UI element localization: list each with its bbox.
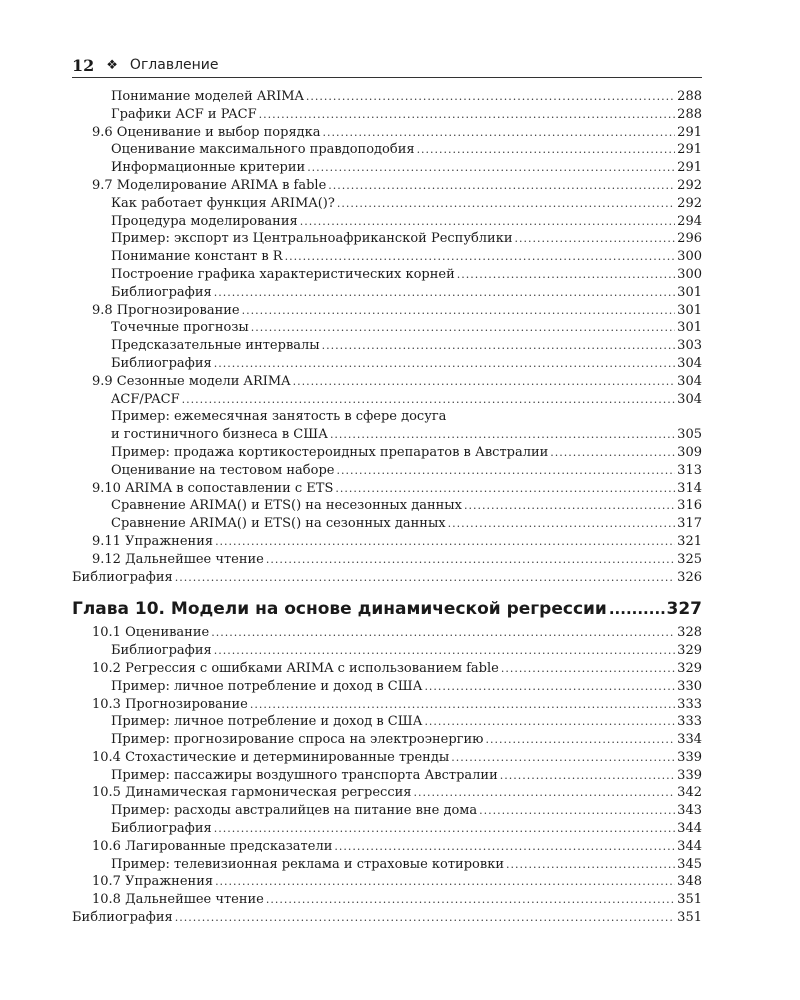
dot-leader	[550, 444, 675, 462]
toc-entry-text: 10.8 Дальнейшее чтение	[92, 892, 264, 908]
dot-leader	[175, 909, 675, 927]
toc-entry-text: 9.12 Дальнейшее чтение	[92, 551, 264, 567]
dot-leader	[336, 462, 675, 480]
dot-leader	[211, 624, 675, 642]
toc-entry-text: Пример: телевизионная реклама и страховые котировки	[111, 856, 504, 872]
toc-entry-text: Понимание констант в R	[111, 249, 283, 265]
dot-leader	[214, 820, 675, 838]
dot-leader	[259, 106, 676, 124]
toc-entry-page: 345	[677, 856, 702, 872]
toc-block-chapter10	[72, 624, 702, 927]
toc-entry-page: 309	[677, 444, 702, 460]
ornament-icon: ❖	[106, 57, 118, 73]
toc-entry-page: 292	[677, 195, 702, 211]
dot-leader	[500, 767, 675, 785]
toc-entry-page: 301	[677, 320, 702, 336]
toc-entry[interactable]	[72, 856, 702, 874]
toc-entry-page: 288	[677, 106, 702, 122]
dot-leader	[323, 124, 676, 142]
toc-entry[interactable]	[72, 696, 702, 714]
toc-entry-page: 304	[677, 373, 702, 389]
toc-entry-page: 305	[677, 427, 702, 443]
toc-entry-page: 288	[677, 89, 702, 104]
toc-entry-page: 301	[677, 302, 702, 318]
toc-entry-text: Построение графика характеристических корней	[111, 266, 455, 282]
toc-entry-page: 342	[677, 785, 702, 801]
toc-entry-page: 301	[677, 284, 702, 300]
dot-leader	[215, 873, 675, 891]
dot-leader	[464, 497, 675, 515]
dot-leader	[457, 266, 675, 284]
toc-entry[interactable]	[72, 248, 702, 266]
toc-entry[interactable]	[72, 569, 702, 587]
toc-entry-text: 9.7 Моделирование ARIMA в fable	[92, 177, 327, 193]
toc-entry[interactable]	[72, 802, 702, 820]
toc-entry-page: 314	[677, 480, 702, 496]
toc-entry-page: 325	[677, 551, 702, 567]
toc-entry-page: 291	[677, 124, 702, 140]
toc-chapter-heading[interactable]	[72, 598, 702, 620]
chapter-title: Глава 10. Модели на основе динамической регрессии	[72, 599, 607, 620]
toc-entry-text: Библиография	[111, 284, 212, 300]
toc-entry-page: 292	[677, 177, 702, 193]
toc-entry-text: Пример: пассажиры воздушного транспорта Австралии	[111, 767, 498, 783]
toc-entry-text: 9.8 Прогнозирование	[92, 302, 240, 318]
toc-entry[interactable]	[72, 284, 702, 302]
dot-leader	[214, 642, 675, 660]
toc-entry[interactable]	[72, 141, 702, 159]
dot-leader	[242, 302, 676, 320]
toc-entry-page: 351	[677, 910, 702, 926]
toc-entry-text: Библиография	[72, 569, 173, 585]
toc-entry[interactable]	[72, 909, 702, 927]
toc-entry[interactable]	[72, 355, 702, 373]
toc-entry-text: 10.7 Упражнения	[92, 874, 214, 890]
dot-leader	[266, 551, 675, 569]
toc-entry-page: 291	[677, 160, 702, 176]
dot-leader	[506, 856, 675, 874]
dot-leader	[328, 177, 675, 195]
toc-entry[interactable]	[72, 213, 702, 231]
toc-entry[interactable]	[72, 480, 702, 498]
toc-entry[interactable]	[72, 177, 702, 195]
running-title: Оглавление	[129, 57, 219, 73]
toc-entry[interactable]	[72, 230, 702, 248]
dot-leader	[251, 319, 675, 337]
toc-entry-text: Точечные прогнозы	[111, 320, 249, 336]
toc-entry-text: Пример: прогнозирование спроса на электроэнергию	[111, 732, 484, 748]
toc-entry-text: Сравнение ARIMA() и ETS() на несезонных данных	[111, 498, 462, 514]
dot-leader	[424, 678, 675, 696]
toc-entry[interactable]	[72, 391, 702, 409]
dot-leader	[515, 230, 676, 248]
dot-leader	[424, 713, 675, 731]
toc-entry-text: Библиография	[111, 355, 212, 371]
toc-entry[interactable]	[72, 767, 702, 785]
toc-entry-text: 10.2 Регрессия с ошибками ARIMA с использованием fable	[92, 660, 499, 676]
header-rule	[72, 77, 702, 78]
toc-entry[interactable]	[72, 373, 702, 391]
dot-leader	[175, 569, 675, 587]
toc-entry[interactable]	[72, 891, 702, 909]
toc-entry[interactable]	[72, 124, 702, 142]
toc-entry[interactable]	[72, 302, 702, 320]
toc-entry[interactable]	[72, 515, 702, 533]
dot-leader	[485, 731, 675, 749]
toc-entry-text: 10.1 Оценивание	[92, 625, 210, 641]
dot-leader	[330, 426, 675, 444]
toc-entry[interactable]	[72, 660, 702, 678]
toc-entry-text: Библиография	[72, 910, 173, 926]
toc-entry-text: Пример: расходы австралийцев на питание вне дома	[111, 803, 478, 819]
toc-entry-page: 339	[677, 749, 702, 765]
page-number: 12	[72, 55, 95, 75]
toc-entry-text: Понимание моделей ARIMA	[111, 89, 304, 104]
toc-block-chapter9-part2	[72, 444, 702, 586]
toc-entry-page: 334	[677, 732, 702, 748]
toc-entry[interactable]	[72, 88, 702, 106]
toc-entry-page: 313	[677, 462, 702, 478]
toc-entry-text: Информационные критерии	[111, 160, 306, 176]
toc-entry[interactable]	[72, 642, 702, 660]
toc-entry-text: Оценивание максимального правдоподобия	[111, 142, 415, 158]
dot-leader	[413, 784, 675, 802]
toc-entry-page: 300	[677, 266, 702, 282]
toc-entry-text: Пример: продажа кортикостероидных препаратов в Австралии	[111, 444, 549, 460]
toc-entry[interactable]	[72, 551, 702, 569]
toc-entry-text: Пример: личное потребление и доход в США	[111, 714, 423, 730]
toc-entry-page: 316	[677, 498, 702, 514]
toc-entry[interactable]	[72, 106, 702, 124]
toc-entry-page: 339	[677, 767, 702, 783]
toc-entry-page: 328	[677, 625, 702, 641]
dot-leader	[448, 515, 676, 533]
toc-entry-page: 343	[677, 803, 702, 819]
toc-entry-text: 9.6 Оценивание и выбор порядка	[92, 124, 321, 140]
toc-entry-page: 348	[677, 874, 702, 890]
toc-entry-page: 344	[677, 821, 702, 837]
toc-entry-text: 9.11 Упражнения	[92, 533, 214, 549]
toc-entry-page: 317	[677, 516, 702, 532]
toc-entry-text: Пример: личное потребление и доход в США	[111, 678, 423, 694]
toc-entry[interactable]	[72, 713, 702, 731]
toc-entry-text: Библиография	[111, 643, 212, 659]
dot-leader	[300, 213, 675, 231]
toc-entry[interactable]	[72, 678, 702, 696]
dot-leader	[322, 337, 676, 355]
toc-entry-page: 291	[677, 142, 702, 158]
toc-entry-text: 10.4 Стохастические и детерминированные тренды	[92, 749, 450, 765]
running-header	[72, 54, 702, 76]
toc-entry[interactable]	[72, 533, 702, 551]
toc-entry[interactable]	[72, 462, 702, 480]
dot-leader	[307, 159, 675, 177]
toc-block-chapter9-part1	[72, 88, 702, 408]
toc-entry-text: Как работает функция ARIMA()?	[111, 195, 335, 211]
toc-entry[interactable]	[72, 749, 702, 767]
dot-leader	[266, 891, 675, 909]
toc-entry[interactable]	[72, 444, 702, 462]
toc-entry[interactable]	[72, 195, 702, 213]
toc-entry-text: и гостиничного бизнеса в США	[111, 427, 328, 443]
toc-entry-page: 326	[677, 569, 702, 585]
toc-entry-page: 329	[677, 643, 702, 659]
toc-entry-text: Предсказательные интервалы	[111, 338, 320, 354]
dot-leader	[334, 838, 675, 856]
toc-entry-page: 300	[677, 249, 702, 265]
toc-entry-page: 303	[677, 338, 702, 354]
dot-leader	[479, 802, 675, 820]
dot-leader	[609, 598, 665, 620]
dot-leader	[214, 284, 675, 302]
toc-entry-page: 330	[677, 678, 702, 694]
toc-entry[interactable]	[72, 497, 702, 515]
toc-entry-page: 333	[677, 714, 702, 730]
table-of-contents	[72, 88, 702, 927]
toc-entry[interactable]	[72, 337, 702, 355]
dot-leader	[501, 660, 675, 678]
toc-entry[interactable]	[72, 838, 702, 856]
toc-entry[interactable]	[72, 159, 702, 177]
toc-entry[interactable]	[72, 784, 702, 802]
toc-entry[interactable]	[72, 266, 702, 284]
dot-leader	[335, 480, 675, 498]
toc-entry-text: Пример: экспорт из Центральноафриканской Республики	[111, 231, 513, 247]
dot-leader	[451, 749, 675, 767]
dot-leader	[250, 696, 675, 714]
toc-entry-page: 333	[677, 696, 702, 712]
toc-entry[interactable]	[72, 820, 702, 838]
toc-entry-text: Сравнение ARIMA() и ETS() на сезонных данных	[111, 516, 446, 532]
toc-entry-text: Библиография	[111, 821, 212, 837]
dot-leader	[293, 373, 676, 391]
toc-entry-text: 10.3 Прогнозирование	[92, 696, 248, 712]
chapter-page: 327	[666, 599, 702, 620]
toc-entry[interactable]	[72, 873, 702, 891]
dot-leader	[215, 533, 675, 551]
dot-leader	[337, 195, 675, 213]
dot-leader	[285, 248, 676, 266]
toc-entry-text: 10.6 Лагированные предсказатели	[92, 838, 333, 854]
dot-leader	[306, 88, 675, 106]
toc-entry-text: ACF/PACF	[111, 391, 180, 407]
toc-entry[interactable]	[72, 731, 702, 749]
toc-entry-multiline-line1[interactable]: Пример: ежемесячная занятость в сфере досуга	[111, 409, 447, 425]
toc-entry-text: 10.5 Динамическая гармоническая регрессия	[92, 785, 412, 801]
toc-entry-text: 9.9 Сезонные модели ARIMA	[92, 373, 291, 389]
toc-entry-page: 351	[677, 892, 702, 908]
toc-entry-text: Графики ACF и PACF	[111, 106, 257, 122]
toc-entry-text: Процедура моделирования	[111, 213, 298, 229]
dot-leader	[214, 355, 675, 373]
toc-entry-text: Оценивание на тестовом наборе	[111, 462, 335, 478]
toc-entry-page: 344	[677, 838, 702, 854]
toc-entry-text: 9.10 ARIMA в сопоставлении с ETS	[92, 480, 334, 496]
toc-entry-page: 304	[677, 391, 702, 407]
toc-entry-page: 329	[677, 660, 702, 676]
toc-entry-page: 296	[677, 231, 702, 247]
dot-leader	[182, 391, 676, 409]
toc-entry[interactable]	[72, 624, 702, 642]
toc-entry-page: 321	[677, 533, 702, 549]
dot-leader	[417, 141, 676, 159]
toc-entry-multiline-line2[interactable]	[72, 426, 702, 444]
toc-entry-page: 304	[677, 355, 702, 371]
toc-entry[interactable]	[72, 319, 702, 337]
toc-entry-page: 294	[677, 213, 702, 229]
